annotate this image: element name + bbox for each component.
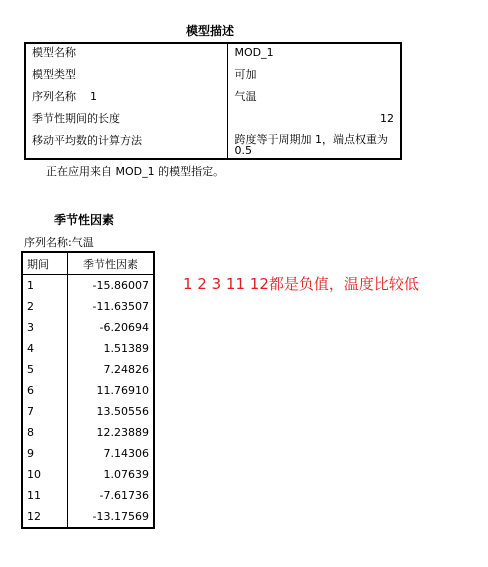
seasonal-factor-cell: 1.51389 xyxy=(103,342,149,355)
period-header: 期间 xyxy=(22,252,68,275)
model-note: 正在应用来自 MOD_1 的模型指定。 xyxy=(46,165,225,178)
period-cell: 10 xyxy=(22,464,68,485)
seasonal-factors-title: 季节性因素 xyxy=(54,213,115,227)
table-row xyxy=(22,443,154,464)
table-row xyxy=(25,66,401,88)
table-row xyxy=(22,506,154,528)
moving-average-value: 跨度等于周期加 1，端点权重为 0.5 xyxy=(234,133,388,157)
table-row xyxy=(22,422,154,443)
seasonal-factor-cell: -7.61736 xyxy=(99,489,149,502)
model-name-label: 模型名称 xyxy=(25,43,228,66)
seasonal-factor-cell: 11.76910 xyxy=(96,384,149,397)
table-row xyxy=(25,43,401,66)
period-cell: 2 xyxy=(22,296,68,317)
seasonal-factor-cell: 7.14306 xyxy=(103,447,149,460)
period-cell: 6 xyxy=(22,380,68,401)
table-row xyxy=(22,464,154,485)
table-row xyxy=(22,317,154,338)
table-row xyxy=(22,359,154,380)
model-description-table xyxy=(24,42,402,160)
series-name-caption: 序列名称:气温 xyxy=(24,236,94,249)
table-header-row xyxy=(22,252,154,275)
table-row xyxy=(25,132,401,159)
seasonal-factor-cell: 1.07639 xyxy=(103,468,149,481)
period-cell: 8 xyxy=(22,422,68,443)
period-cell: 12 xyxy=(22,506,68,528)
table-row xyxy=(22,296,154,317)
table-row xyxy=(25,88,401,110)
period-cell: 9 xyxy=(22,443,68,464)
seasonal-factors-table xyxy=(21,251,155,529)
seasonal-factor-cell: -11.63507 xyxy=(92,300,149,313)
moving-average-label: 移动平均数的计算方法 xyxy=(25,132,228,159)
table-row xyxy=(22,485,154,506)
seasonal-factor-cell: 7.24826 xyxy=(103,363,149,376)
model-name-value: MOD_1 xyxy=(234,46,274,59)
season-length-value: 12 xyxy=(380,112,394,125)
model-type-value: 可加 xyxy=(234,68,257,81)
period-cell: 11 xyxy=(22,485,68,506)
seasonal-factors-body xyxy=(22,275,154,529)
period-cell: 3 xyxy=(22,317,68,338)
table-row xyxy=(22,401,154,422)
seasonal-factor-cell: 13.50556 xyxy=(96,405,149,418)
series-name-label: 序列名称 1 xyxy=(25,88,228,110)
table-row xyxy=(25,110,401,132)
seasonal-factor-cell: -6.20694 xyxy=(99,321,149,334)
seasonal-factor-cell: 12.23889 xyxy=(96,426,149,439)
period-cell: 1 xyxy=(22,275,68,297)
table-row xyxy=(22,275,154,297)
period-cell: 7 xyxy=(22,401,68,422)
season-length-label: 季节性期间的长度 xyxy=(25,110,228,132)
seasonal-factor-cell: -15.86007 xyxy=(92,279,149,292)
table-row xyxy=(22,380,154,401)
seasonal-factor-cell: -13.17569 xyxy=(92,510,149,523)
table-row xyxy=(22,338,154,359)
series-name-value: 气温 xyxy=(234,90,257,103)
seasonal-factor-header: 季节性因素 xyxy=(68,252,155,275)
annotation-text: 1 2 3 11 12都是负值，温度比较低 xyxy=(183,275,419,293)
period-cell: 4 xyxy=(22,338,68,359)
model-type-label: 模型类型 xyxy=(25,66,228,88)
period-cell: 5 xyxy=(22,359,68,380)
model-description-title: 模型描述 xyxy=(185,24,234,38)
